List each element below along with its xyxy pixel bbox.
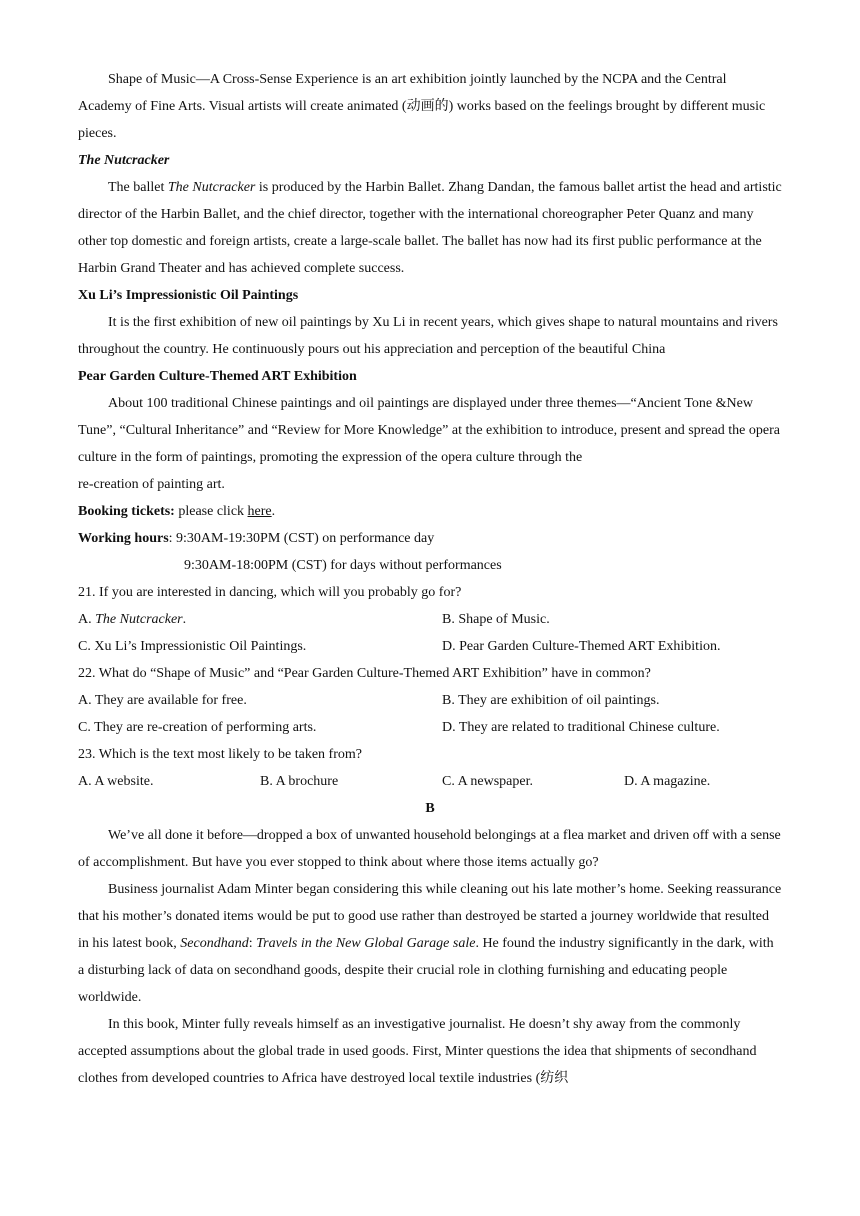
question-22-stem: 22. What do “Shape of Music” and “Pear Garden Culture-Themed ART Exhibition” have in common? <box>78 666 651 681</box>
question-21-stem: 21. If you are interested in dancing, which will you probably go for? <box>78 585 462 600</box>
q21-a-suffix: . <box>182 612 187 627</box>
question-21-options-row-2 <box>78 633 782 660</box>
xuli-paragraph: It is the first exhibition of new oil paintings by Xu Li in recent years, which gives shape to natural mountains and rivers throughout the country. He continuously pours out his appreciation and perception of the beautiful China <box>78 315 778 357</box>
booking-link[interactable]: here <box>247 504 272 519</box>
peargarden-paragraph-end: re-creation of painting art. <box>78 477 225 492</box>
intro-paragraph: Shape of Music—A Cross-Sense Experience is an art exhibition jointly launched by the NCPA and the Central Academy of Fine Arts. Visual artists will create animated (动画的) works based on the feelings brought by different music pieces. <box>78 72 766 141</box>
question-22-option-a[interactable]: A. They are available for free. <box>78 693 247 708</box>
question-23-options-row <box>78 768 782 795</box>
book-title-colon: : <box>248 936 257 951</box>
booking-text: please click <box>174 504 248 519</box>
hours-performance-day: : 9:30AM-19:30PM (CST) on performance day <box>168 531 435 546</box>
question-22-option-b[interactable]: B. They are exhibition of oil paintings. <box>442 693 660 708</box>
nutcracker-text-rest: is produced by the Harbin Ballet. Zhang Dandan, the famous ballet artist the head and artistic director of the Harbin Ballet, and the chief director, together with the international choreographer Peter Quanz and many other top domestic and foreign artists, create a large-scale ballet. The ballet has now had its first public performance at the Harbin Grand Theater and has achieved complete success. <box>78 180 782 276</box>
booking-label: Booking tickets: <box>78 504 175 519</box>
q21-a-prefix: A. <box>78 612 96 627</box>
passage-b-paragraph-1: We’ve all done it before—dropped a box of unwanted household belongings at a flea market and driven off with a sense of accomplishment. But have you ever stopped to think about where those items actually go? <box>78 828 781 870</box>
nutcracker-text-start: The ballet <box>108 180 168 195</box>
book-title-part-2: Travels in the New Global Garage sale <box>256 936 476 951</box>
question-22-options-row-1 <box>78 687 782 714</box>
question-23-option-a[interactable]: A. A website. <box>78 774 154 789</box>
nutcracker-heading: The Nutcracker <box>78 153 170 168</box>
nutcracker-paragraph <box>78 174 782 282</box>
question-22-option-d[interactable]: D. They are related to traditional Chinese culture. <box>442 720 720 735</box>
question-23-stem: 23. Which is the text most likely to be taken from? <box>78 747 362 762</box>
book-title-part-1: Secondhand <box>180 936 249 951</box>
passage-b-paragraph-3: In this book, Minter fully reveals himself as an investigative journalist. He doesn’t shy away from the commonly accepted assumptions about the global trade in used goods. First, Minter questions the idea that shipments of secondhand clothes from developed countries to Africa have destroyed local textile industries (纺织 <box>78 1017 757 1086</box>
question-21-option-d[interactable]: D. Pear Garden Culture-Themed ART Exhibition. <box>442 639 721 654</box>
booking-end: . <box>271 504 276 519</box>
nutcracker-title: The Nutcracker <box>167 180 256 195</box>
question-22-options-row-2 <box>78 714 782 741</box>
p2-text-rest: . He found the industry significantly in the dark, with a disturbing lack of data on secondhand goods, despite their crucial role in clothing furnishing and educating people worldwide. <box>78 936 774 1005</box>
hours-line-1 <box>78 525 782 552</box>
question-23-option-d[interactable]: D. A magazine. <box>624 774 711 789</box>
question-22-option-c[interactable]: C. They are re-creation of performing arts. <box>78 720 317 735</box>
question-21-option-b[interactable]: B. Shape of Music. <box>442 612 550 627</box>
hours-label: Working hours <box>78 531 169 546</box>
question-23-option-c[interactable]: C. A newspaper. <box>442 774 533 789</box>
q21-a-title: The Nutcracker <box>95 612 183 627</box>
document-content <box>78 66 782 1092</box>
peargarden-heading: Pear Garden Culture-Themed ART Exhibition <box>78 369 357 384</box>
hours-line-2: 9:30AM-18:00PM (CST) for days without performances <box>184 558 502 573</box>
booking-line <box>78 498 782 525</box>
passage-b-paragraph-2 <box>78 876 782 1011</box>
question-21-option-c[interactable]: C. Xu Li’s Impressionistic Oil Paintings. <box>78 639 307 654</box>
peargarden-paragraph: About 100 traditional Chinese paintings and oil paintings are displayed under three themes—“Ancient Tone &New Tune”, “Cultural Inheritance” and “Review for More Knowledge” at the exhibition to introduce, present and spread the opera culture in the form of paintings, promoting the expression of the opera culture through the <box>78 396 780 465</box>
xuli-heading: Xu Li’s Impressionistic Oil Paintings <box>78 288 299 303</box>
question-21-options-row-1 <box>78 606 782 633</box>
p2-text-start: Business journalist Adam Minter began considering this while cleaning out his late mother’s home. Seeking reassurance that his mother’s donated items would be put to good use rather than destroyed be started a journey worldwide that resulted in his latest book, <box>78 882 782 951</box>
question-23-option-b[interactable]: B. A brochure <box>260 774 339 789</box>
question-21-option-a[interactable] <box>78 606 442 633</box>
section-b-label: B <box>425 801 435 816</box>
